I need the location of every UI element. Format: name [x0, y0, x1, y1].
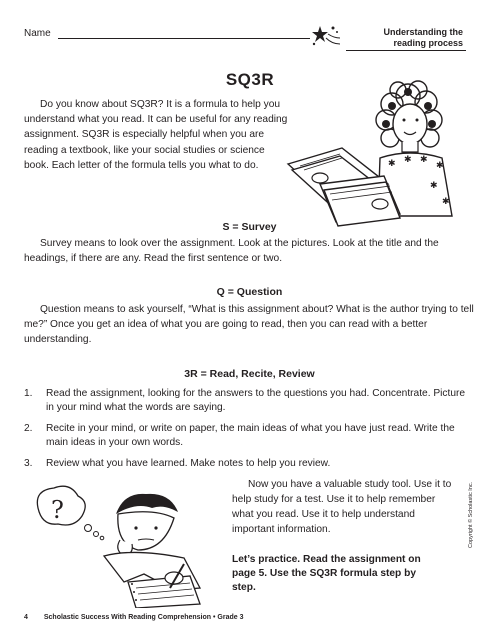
- copyright-notice: Copyright © Scholastic Inc.: [468, 481, 474, 548]
- question-heading: Q = Question: [216, 286, 283, 298]
- boy-writing-illustration: [24, 478, 224, 608]
- shooting-star-icon: [306, 22, 342, 50]
- name-write-line: [58, 38, 310, 39]
- step-text: Review what you have learned. Make notes to help you review.: [46, 457, 331, 469]
- step-text: Read the assignment, looking for the answers to the questions you had. Concentrate. Picture in your mind what the words are saying.: [46, 388, 466, 414]
- page-footer: [24, 614, 243, 621]
- svg-text:✱: ✱: [388, 159, 396, 169]
- topic-line-1: Understanding the: [383, 27, 463, 37]
- survey-heading: S = Survey: [222, 221, 277, 233]
- svg-text:✱: ✱: [442, 197, 450, 207]
- step-number: 2.: [24, 422, 33, 434]
- book-title: Scholastic Success With Reading Comprehension • Grade 3: [43, 614, 244, 621]
- review-heading: 3R = Read, Recite, Review: [184, 368, 315, 380]
- page-title: SQ3R: [225, 70, 275, 89]
- topic-label: [353, 27, 463, 49]
- steps-list: [24, 387, 474, 477]
- practice-instruction: Let’s practice. Read the assignment on page 5. Use the SQ3R formula step by step.: [232, 554, 421, 593]
- question-paragraph: Question means to ask yourself, “What is this assignment about? What is the author trying to tell me?” Once you get an idea of what you are going to read, then you can read with a better understanding.: [24, 304, 474, 346]
- svg-text:✱: ✱: [430, 181, 438, 191]
- name-label: Name: [24, 28, 51, 39]
- svg-text:✱: ✱: [420, 155, 428, 165]
- closing-paragraph: Now you have a valuable study tool. Use it to help study for a test. Use it to help remember what you read. Use it to help understand important information.: [232, 479, 452, 535]
- step-item: [24, 422, 474, 451]
- topic-line-2: reading process: [393, 38, 463, 48]
- step-item: [24, 387, 474, 416]
- step-item: [24, 457, 474, 471]
- thought-question-mark: ?: [51, 496, 64, 524]
- survey-paragraph: Survey means to look over the assignment. Look at the pictures. Look at the title and the headings, if there are any. Read the first sentence or two.: [24, 238, 439, 265]
- girl-reading-illustration: [280, 66, 470, 236]
- step-text: Recite in your mind, or write on paper, the main ideas of what you have just read. Write the main ideas in your own words.: [46, 422, 455, 449]
- intro-paragraph: Do you know about SQ3R? It is a formula to help you understand what you read. It can be useful for any reading assignment. SQ3R is especially helpful when you are reading a textbook, like your social studies or science book. Each letter of the formula tells you what to do.: [24, 99, 288, 171]
- step-number: 3.: [24, 457, 33, 469]
- header-rule: [346, 50, 466, 51]
- svg-text:✱: ✱: [404, 155, 412, 165]
- page-number: 4: [24, 614, 28, 621]
- step-number: 1.: [24, 388, 33, 399]
- svg-text:✱: ✱: [436, 161, 444, 171]
